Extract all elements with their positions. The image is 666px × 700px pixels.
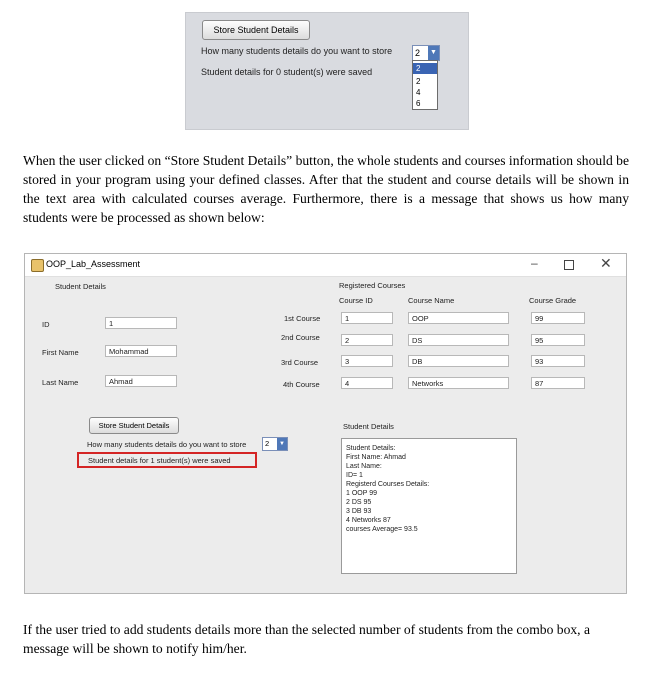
course-grade-field[interactable]: 87 bbox=[531, 377, 585, 389]
course-row-label: 2nd Course bbox=[281, 333, 320, 342]
combo-selected-value: 2 bbox=[415, 48, 421, 58]
course-name-header: Course Name bbox=[408, 296, 455, 305]
details-line: Student Details: bbox=[346, 445, 396, 452]
course-grade-field[interactable]: 99 bbox=[531, 312, 585, 324]
app-icon bbox=[31, 259, 44, 272]
students-count-combo[interactable] bbox=[412, 45, 440, 61]
students-count-question: How many students details do you want to store bbox=[201, 46, 393, 56]
students-count-question: How many students details do you want to store bbox=[87, 440, 247, 449]
saved-status-message: Student details for 0 student(s) were saved bbox=[201, 67, 373, 77]
first-name-field[interactable]: Mohammad bbox=[105, 345, 177, 357]
instruction-paragraph: When the user clicked on “Store Student Details” button, the whole students and courses information should be stored in your program using your defined classes. After that the student and course details will be shown in the text area with calculated courses average. Furthermore, there is a message that shows us how many students were be processed as shown below: bbox=[23, 153, 629, 225]
details-line: 4 Networks 87 bbox=[346, 517, 391, 524]
details-line: 2 DS 95 bbox=[346, 499, 372, 506]
student-details-text-area[interactable] bbox=[341, 438, 517, 574]
course-name-field[interactable]: Networks bbox=[408, 377, 509, 389]
details-line: ID= 1 bbox=[346, 472, 363, 479]
saved-status-message: Student details for 1 student(s) were saved bbox=[88, 456, 231, 465]
combo-selected-value: 2 bbox=[265, 439, 270, 448]
last-name-label: Last Name bbox=[42, 378, 79, 387]
registered-courses-heading: Registered Courses bbox=[339, 281, 406, 290]
details-line: courses Average= 93.5 bbox=[346, 526, 418, 533]
saved-status-highlight bbox=[77, 452, 257, 468]
window-title: OOP_Lab_Assessment bbox=[46, 259, 141, 269]
course-id-header: Course ID bbox=[339, 296, 373, 305]
combo-option[interactable]: 4 bbox=[416, 88, 421, 97]
top-screenshot bbox=[185, 12, 469, 130]
last-name-field[interactable]: Ahmad bbox=[105, 375, 177, 387]
minimize-icon[interactable]: – bbox=[531, 256, 538, 270]
details-line: Registerd Courses Details: bbox=[346, 481, 430, 488]
close-icon[interactable]: ✕ bbox=[600, 255, 612, 271]
title-bar bbox=[25, 254, 626, 277]
details-area-heading: Student Details bbox=[343, 422, 394, 431]
course-row-label: 3rd Course bbox=[281, 358, 319, 367]
id-label: ID bbox=[42, 320, 50, 329]
course-id-field[interactable]: 3 bbox=[341, 355, 393, 367]
course-name-field[interactable]: OOP bbox=[408, 312, 509, 324]
details-line: First Name: Ahmad bbox=[346, 454, 406, 461]
course-grade-field[interactable]: 95 bbox=[531, 334, 585, 346]
course-id-field[interactable]: 2 bbox=[341, 334, 393, 346]
maximize-icon[interactable] bbox=[564, 260, 574, 270]
combo-option[interactable]: 2 bbox=[413, 63, 437, 74]
store-student-details-button[interactable]: Store Student Details bbox=[89, 417, 179, 434]
combo-option[interactable]: 2 bbox=[416, 77, 421, 86]
course-row-label: 1st Course bbox=[284, 314, 321, 323]
app-window bbox=[24, 253, 627, 594]
course-name-field[interactable]: DB bbox=[408, 355, 509, 367]
chevron-down-icon[interactable]: ▼ bbox=[277, 438, 287, 450]
students-count-combo[interactable] bbox=[262, 437, 288, 451]
note-paragraph: If the user tried to add students details more than the selected number of students from the combo box, a message will be shown to notify him/her. bbox=[23, 622, 591, 656]
student-details-heading: Student Details bbox=[55, 282, 106, 291]
course-grade-header: Course Grade bbox=[529, 296, 577, 305]
course-id-field[interactable]: 4 bbox=[341, 377, 393, 389]
id-field[interactable]: 1 bbox=[105, 317, 177, 329]
details-line: 3 DB 93 bbox=[346, 508, 372, 515]
first-name-label: First Name bbox=[42, 348, 79, 357]
course-row-label: 4th Course bbox=[283, 380, 320, 389]
details-line: Last Name: bbox=[346, 463, 382, 470]
chevron-down-icon[interactable]: ▼ bbox=[428, 46, 439, 60]
course-id-field[interactable]: 1 bbox=[341, 312, 393, 324]
details-line: 1 OOP 99 bbox=[346, 490, 378, 497]
store-student-details-button[interactable]: Store Student Details bbox=[202, 20, 310, 40]
course-name-field[interactable]: DS bbox=[408, 334, 509, 346]
combo-dropdown-list bbox=[412, 60, 438, 110]
combo-option[interactable]: 6 bbox=[416, 99, 421, 108]
course-grade-field[interactable]: 93 bbox=[531, 355, 585, 367]
